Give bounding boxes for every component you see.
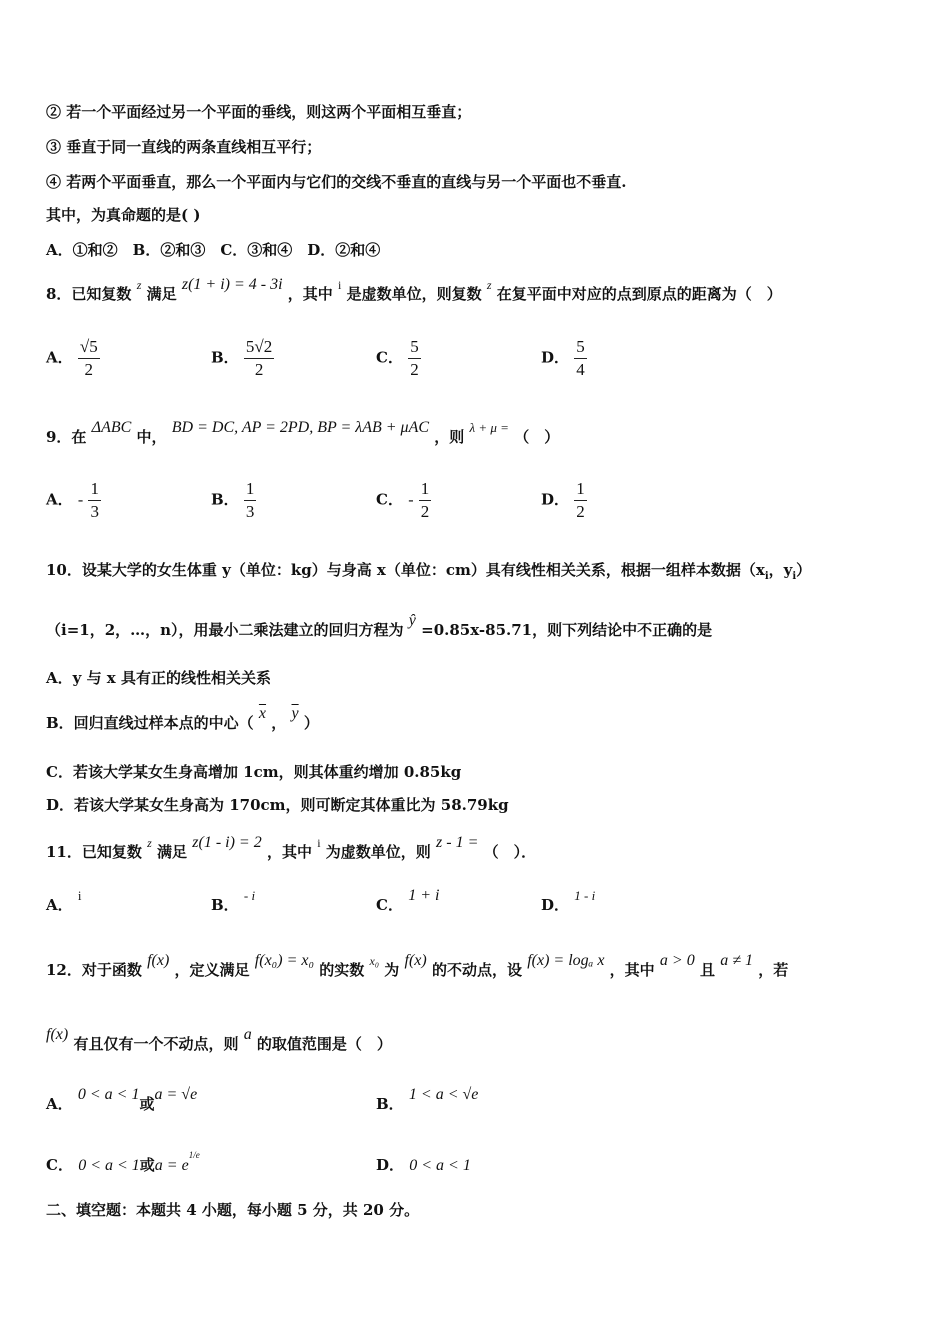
q9-equation: BD = DC, AP = 2PD, BP = λAB + μAC	[171, 419, 430, 436]
fraction: $\frac{1}{3}$	[245, 479, 255, 521]
q8-stem: 8．已知复数 $^z$ 满足 z(1 + i) = 4 - 3i ，其中 $^i$ 是虚数单位，则复数 $^z$ 在复平面中对应的点到原点的距离为（ ）	[46, 276, 782, 303]
q8-option-c[interactable]: C． $\frac{5}{2}$	[376, 337, 419, 379]
x-bar: $\overline{x}$	[258, 705, 267, 722]
q11-option-a[interactable]: A． i	[46, 888, 82, 914]
fixed-point-equation: f(x₀) = x₀	[254, 952, 315, 969]
q8-option-a[interactable]: A． $\frac{√5}{2}$	[46, 337, 98, 379]
q10-stem-line1: 10．设某大学的女生体重 y（单位：kg）与身高 x（单位：cm）具有线性相关关系，根据一组样本数据（$x_i$，$y_i$）	[46, 561, 812, 582]
fraction: $\frac{5}{2}$	[410, 337, 419, 379]
statement-3: ③ 垂直于同一直线的两条直线相互平行；	[46, 138, 322, 156]
q9-stem: 9．在 ΔABC 中， BD = DC, AP = 2PD, BP = λAB + μAC ，则 λ + μ = （ ）	[46, 419, 560, 446]
q10-option-c[interactable]: C．若该大学某女生身高增加 1cm，则其体重约增加 0.85kg	[46, 763, 462, 781]
q8-option-d[interactable]: D． $\frac{5}{4}$	[541, 337, 585, 379]
q7-options: A．①和② B．②和③ C．③和④ D．②和④	[46, 241, 381, 259]
q10-option-d[interactable]: D．若该大学某女生身高为 170cm，则可断定其体重比为 58.79kg	[46, 796, 509, 814]
q12-stem-line1: 12．对于函数 f(x) ，定义满足 f(x₀) = x₀ 的实数 $^{x_0}$ 为 f(x) 的不动点，设 f(x) = logₐ x ，其中 a > 0 且 a ≠ 1 ，若	[46, 952, 789, 979]
var-a: a	[243, 1026, 252, 1043]
q11-option-b[interactable]: B． - i	[211, 888, 256, 914]
function-fx: f(x)	[404, 952, 427, 969]
q11-equation: z(1 - i) = 2	[192, 834, 262, 851]
q9-option-d[interactable]: D． $\frac{1}{2}$	[541, 479, 585, 521]
var-x0: x₀	[369, 954, 380, 968]
q11-expression: z - 1 =	[436, 834, 479, 851]
q11-stem: 11．已知复数 $^z$ 满足 z(1 - i) = 2 ，其中 $^i$ 为虚数单位，则 z - 1 = （ ）．	[46, 834, 537, 861]
fraction: $\frac{1}{3}$	[90, 479, 99, 521]
q7-stem: 其中，为真命题的是( )	[46, 206, 201, 224]
y-hat: ŷ	[408, 612, 416, 629]
q11-option-c[interactable]: C． 1 + i	[376, 887, 440, 914]
function-fx: f(x)	[147, 952, 170, 969]
statement-4: ④ 若两个平面垂直，那么一个平面内与它们的交线不垂直的直线与另一个平面也不垂直.	[46, 173, 627, 191]
q10-option-b[interactable]: B．回归直线过样本点的中心（ $\overline{x}$ ， $\overline{y}$ ）	[46, 705, 319, 732]
var-z: z	[486, 278, 492, 292]
q9-option-a[interactable]: A． - $\frac{1}{3}$	[46, 479, 99, 521]
q9-expression: λ + μ =	[469, 420, 509, 435]
condition-a-positive: a > 0	[659, 952, 695, 969]
var-i: i	[317, 836, 321, 850]
var-z: z	[136, 278, 142, 292]
triangle-abc: ΔABC	[91, 419, 132, 436]
q12-option-c[interactable]: C． 0 < a < 1或$a = e^{1/e}$	[46, 1150, 200, 1174]
condition-a-not-one: a ≠ 1	[720, 952, 753, 969]
var-i: i	[338, 278, 342, 292]
q12-option-d[interactable]: D． 0 < a < 1	[376, 1156, 471, 1174]
q9-option-b[interactable]: B． $\frac{1}{3}$	[211, 479, 255, 521]
statement-2: ② 若一个平面经过另一个平面的垂线，则这两个平面相互垂直；	[46, 103, 472, 121]
fraction: $\frac{5√2}{2}$	[245, 337, 273, 379]
fraction: $\frac{1}{2}$	[576, 479, 585, 521]
var-z: z	[147, 836, 152, 850]
q10-option-a[interactable]: A．y 与 x 具有正的线性相关关系	[46, 669, 271, 687]
q12-option-a[interactable]: A． 0 < a < 1或a = √e	[46, 1086, 198, 1113]
fraction: $\frac{1}{2}$	[420, 479, 430, 521]
y-bar: $\overline{y}$	[291, 705, 299, 722]
q8-option-b[interactable]: B． $\frac{5√2}{2}$	[211, 337, 273, 379]
q9-option-c[interactable]: C． - $\frac{1}{2}$	[376, 479, 430, 521]
section-2-heading: 二、填空题：本题共 4 小题，每小题 5 分，共 20 分。	[46, 1201, 420, 1219]
q8-equation: z(1 + i) = 4 - 3i	[181, 276, 283, 293]
fraction: $\frac{5}{4}$	[576, 337, 585, 379]
function-fx: f(x)	[46, 1026, 69, 1043]
q10-stem-line2: （i=1，2，…，n），用最小二乘法建立的回归方程为 ŷ =0.85x-85.71，则下列结论中不正确的是	[46, 612, 713, 639]
q11-option-d[interactable]: D． 1 - i	[541, 888, 596, 914]
fraction: $\frac{√5}{2}$	[79, 337, 98, 379]
q12-stem-line2: f(x) 有且仅有一个不动点，则 a 的取值范围是（ ）	[46, 1026, 392, 1053]
q12-option-b[interactable]: B． 1 < a < √e	[376, 1086, 479, 1113]
function-definition: f(x) = logₐ x	[527, 952, 605, 969]
